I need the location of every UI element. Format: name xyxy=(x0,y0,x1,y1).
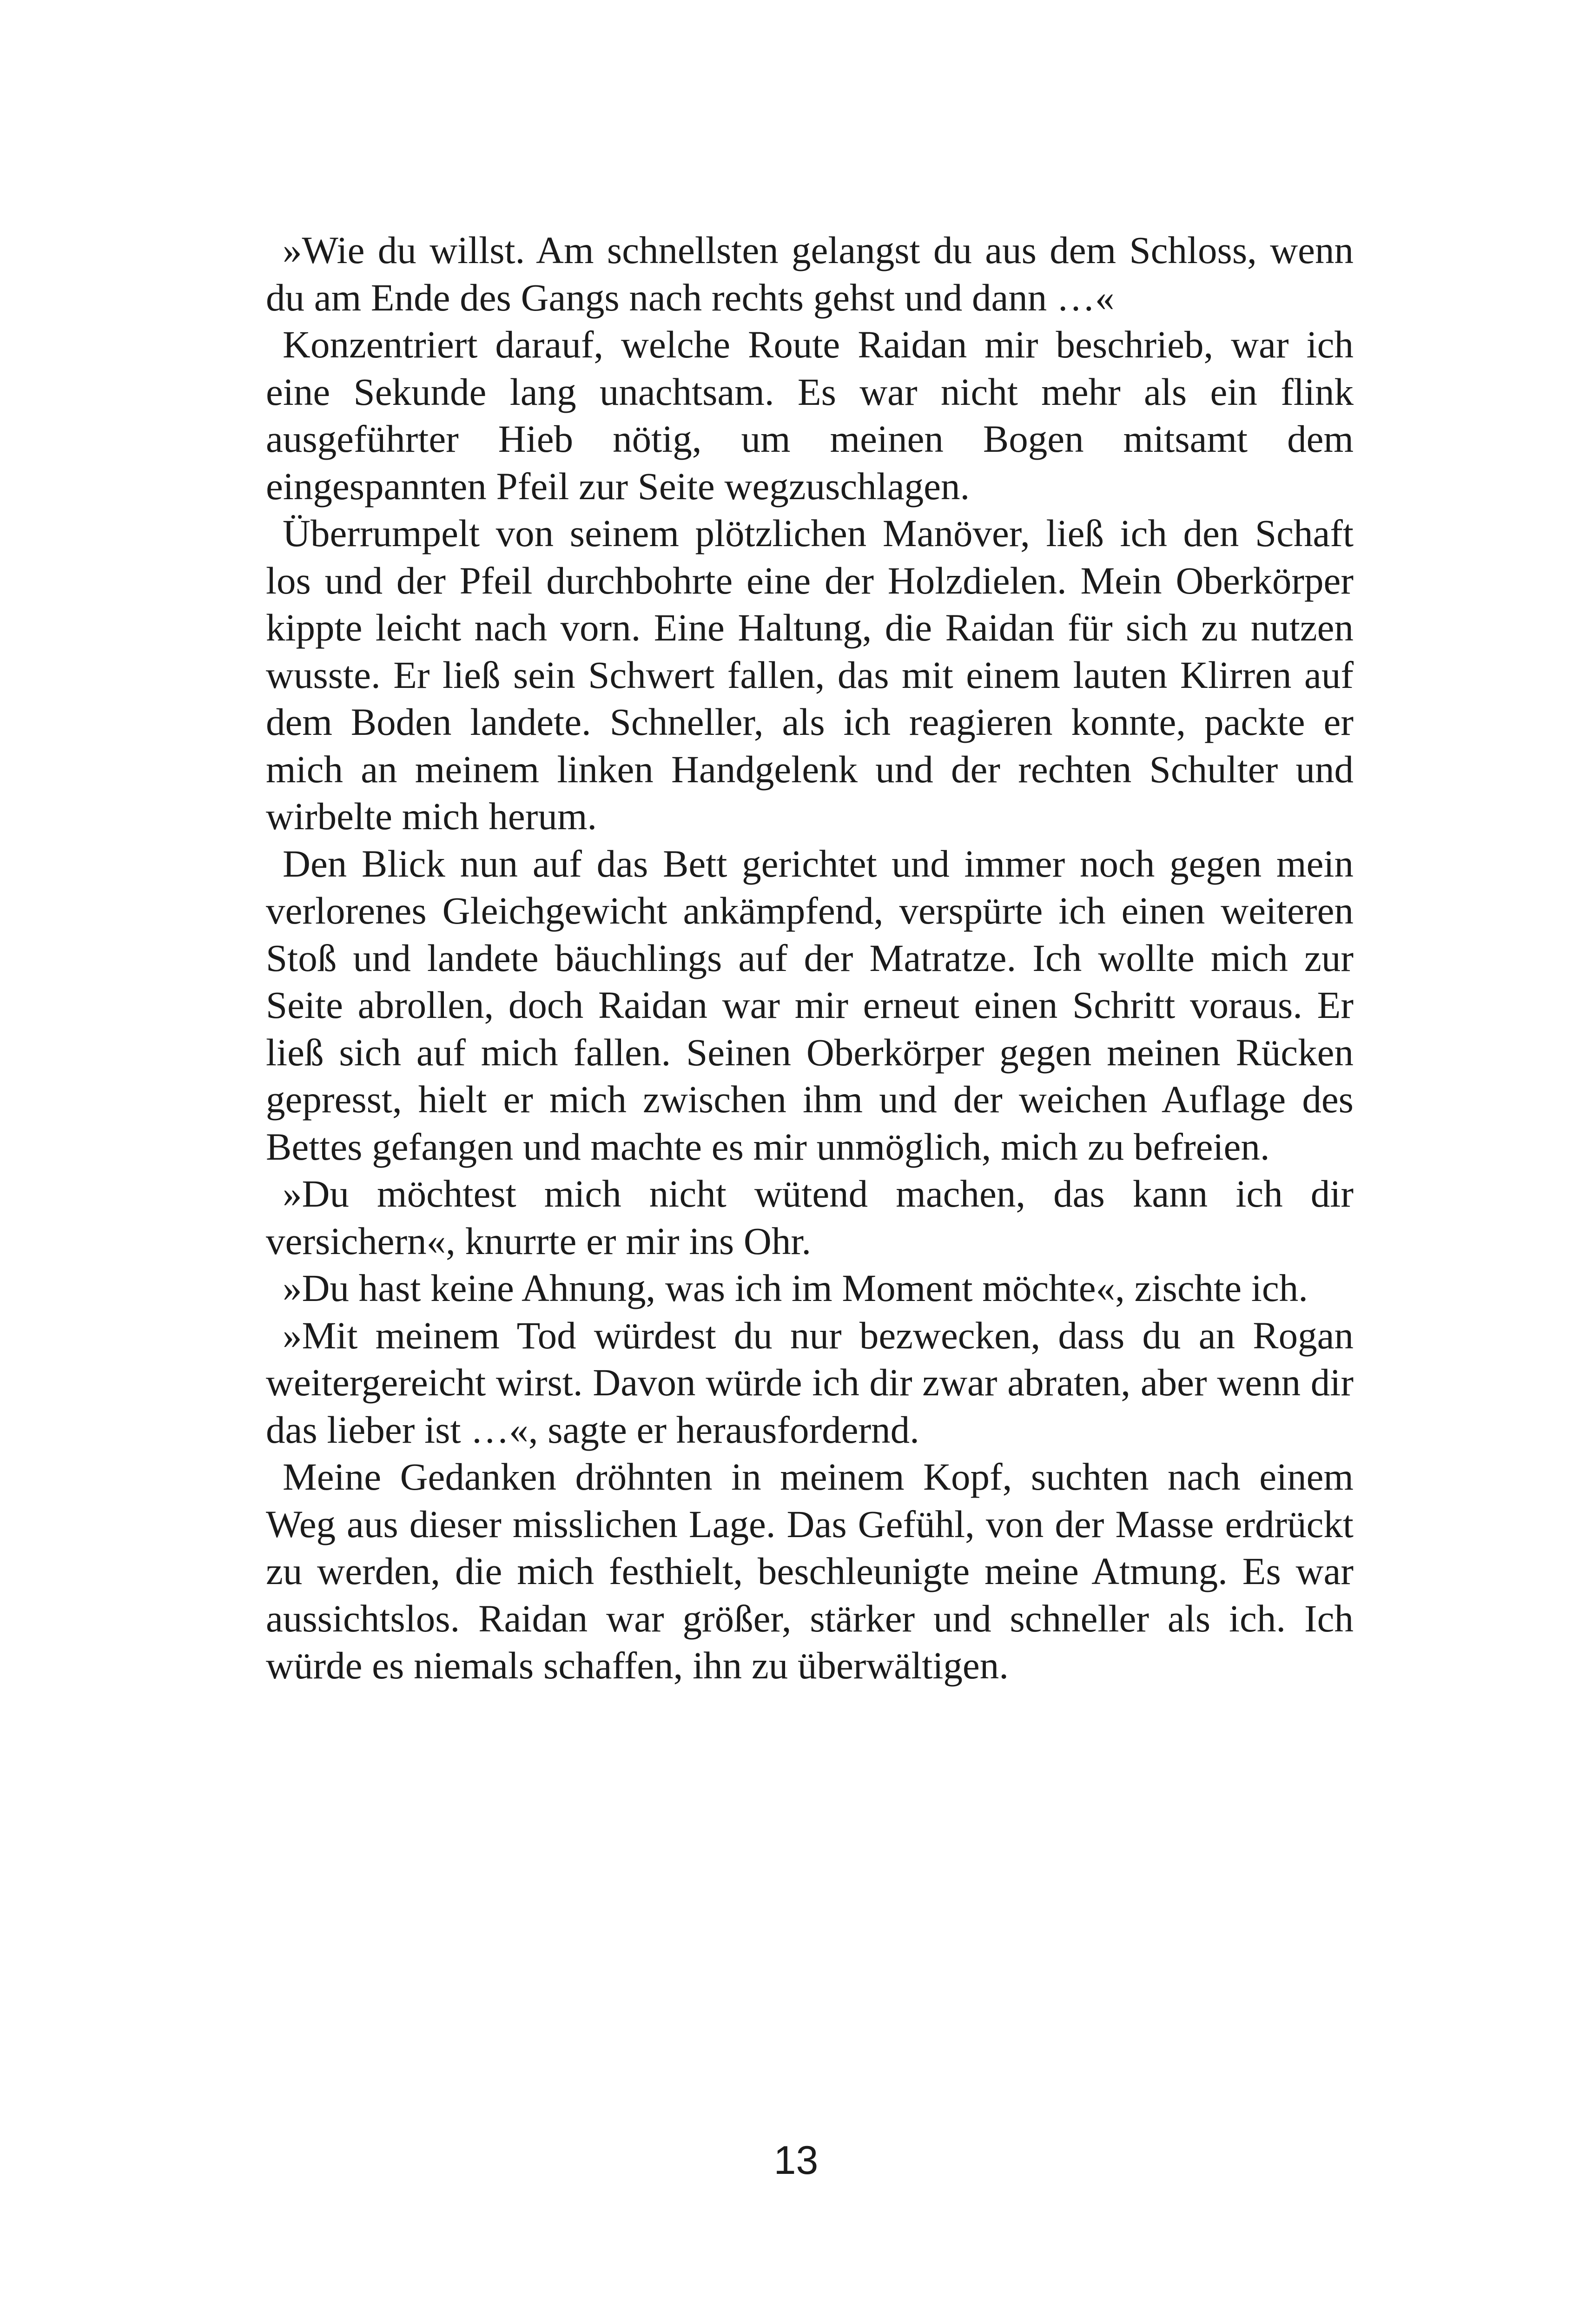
page-number: 13 xyxy=(773,2138,819,2183)
body-text xyxy=(266,227,1354,1690)
paragraph-1: »Wie du willst. Am schnellsten gelangst du aus dem Schloss, wenn du am Ende des Gangs nach rechts gehst und dann …« xyxy=(266,229,1354,319)
paragraph-5: »Du möchtest mich nicht wütend machen, das kann ich dir versichern«, knurrte er mir ins Ohr. xyxy=(266,1172,1354,1262)
paragraph-7: »Mit meinem Tod würdest du nur bezwecken, dass du an Rogan weitergereicht wirst. Davon würde ich dir zwar abraten, aber wenn dir das lieber ist …«, sagte er herausfordernd. xyxy=(266,1314,1354,1451)
paragraph-6: »Du hast keine Ahnung, was ich im Moment möchte«, zischte ich. xyxy=(283,1267,1308,1309)
paragraph-3: Überrumpelt von seinem plötzlichen Manöver, ließ ich den Schaft los und der Pfeil durchbohrte eine der Holzdielen. Mein Oberkörper kippte leicht nach vorn. Eine Haltung, die Raidan für sich zu nutzen wusste. Er ließ sein Schwert fallen, das mit einem lauten Klirren auf dem Boden landete. Schneller, als ich reagieren konnte, packte er mich an meinem linken Handgelenk und der rechten Schulter und wirbelte mich herum. xyxy=(266,512,1354,838)
paragraph-8: Meine Gedanken dröhnten in meinem Kopf, suchten nach einem Weg aus dieser misslichen Lage. Das Gefühl, von der Masse erdrückt zu werden, die mich festhielt, beschleunigte meine Atmung. Es war aussichtslos. Raidan war größer, stärker und schneller als ich. Ich würde es niemals schaffen, ihn zu überwältigen. xyxy=(266,1455,1354,1687)
paragraph-4: Den Blick nun auf das Bett gerichtet und immer noch gegen mein verlorenes Gleichgewicht ankämpfend, verspürte ich einen weiteren Stoß und landete bäuchlings auf der Matratze. Ich wollte mich zur Seite abrollen, doch Raidan war mir erneut einen Schritt voraus. Er ließ sich auf mich fallen. Seinen Oberkörper gegen meinen Rücken gepresst, hielt er mich zwischen ihm und der weichen Auflage des Bettes gefangen und machte es mir unmöglich, mich zu befreien. xyxy=(266,842,1354,1168)
paragraph-2: Konzentriert darauf, welche Route Raidan mir beschrieb, war ich eine Sekunde lang unachtsam. Es war nicht mehr als ein flink ausgeführter Hieb nötig, um meinen Bogen mitsamt dem eingespannten Pfeil zur Seite wegzuschlagen. xyxy=(266,323,1354,508)
